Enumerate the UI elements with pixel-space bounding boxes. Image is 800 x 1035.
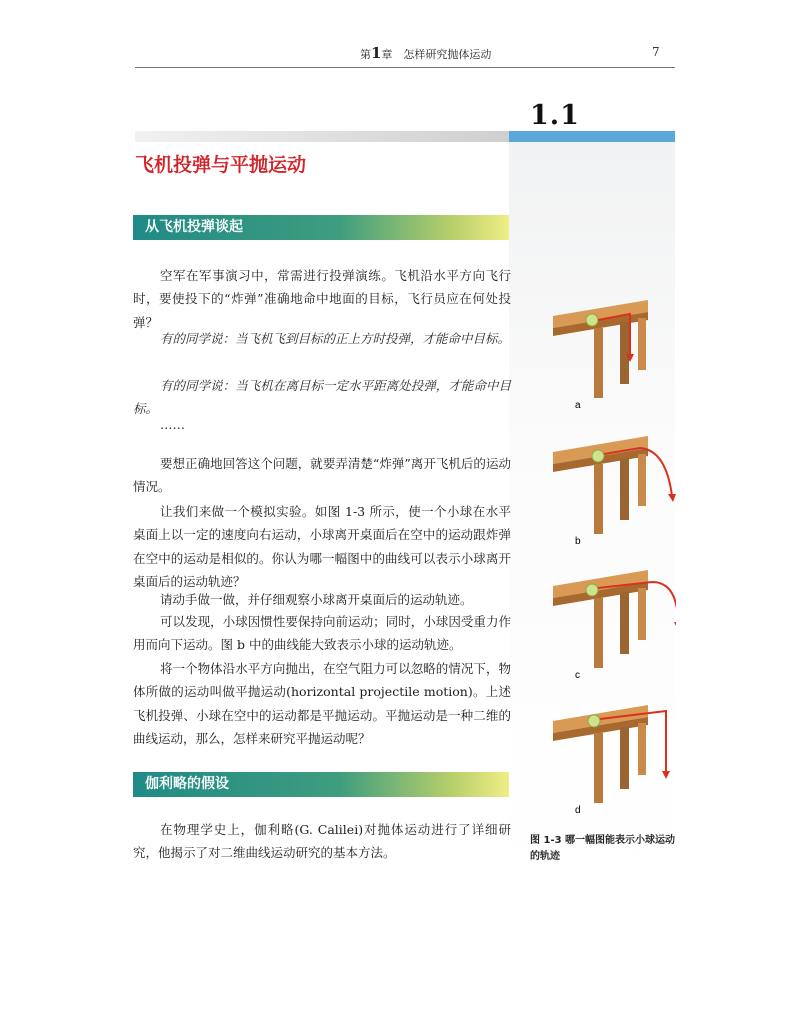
figure-caption <box>530 833 680 865</box>
table-leg <box>594 328 603 398</box>
paragraph: 要想正确地回答这个问题，就要弄清楚“炸弹”离开飞机后的运动情况。 <box>133 456 511 495</box>
figure-panel-c <box>548 568 676 680</box>
chapter-number: 1 <box>371 44 382 62</box>
table-leg <box>620 322 629 384</box>
table-leg <box>638 723 646 775</box>
caption-text: 哪一幅图能表示小球运动的轨迹 <box>530 835 676 862</box>
table-leg <box>638 318 646 370</box>
arrow-head <box>668 494 676 502</box>
paragraph: 可以发现，小球因惯性要保持向前运动；同时，小球因受重力作用而向下运动。图 b 中的曲线能大致表示小球的运动轨迹。 <box>133 614 511 653</box>
chapter-title: 章 怎样研究抛体运动 <box>381 48 492 61</box>
panel-label-c: c <box>575 670 580 680</box>
chapter-prefix: 第 <box>360 48 371 61</box>
figure-panel-a <box>548 298 676 410</box>
paragraph-opinion: 有的同学说：当飞机在离目标一定水平距离处投弹，才能命中目标。 <box>133 378 511 417</box>
table-leg <box>638 588 646 640</box>
subsection-heading: 伽利略的假设 <box>133 772 509 797</box>
table-leg <box>620 458 629 520</box>
panel-label-b: b <box>575 536 581 546</box>
section-number: 1.1 <box>530 100 580 131</box>
page-number: 7 <box>652 45 660 59</box>
table-leg <box>638 454 646 506</box>
subsection-heading: 从飞机投弹谈起 <box>133 215 509 240</box>
panel-label-d: d <box>575 805 581 815</box>
panel-label-a: a <box>575 400 581 410</box>
paragraph: 空军在军事演习中，常需进行投弹演练。飞机沿水平方向飞行时，要使投下的“炸弹”准确地命中地面的目标，飞行员应在何处投弹？ <box>133 268 511 330</box>
ball <box>586 584 598 596</box>
table-leg <box>594 733 603 803</box>
arrow-head <box>662 771 670 779</box>
section-bar-accent <box>509 131 675 142</box>
section-title: 飞机投弹与平抛运动 <box>135 154 307 176</box>
paragraph: 在物理学史上，伽利略(G. Calilei)对抛体运动进行了详细研究，他揭示了对二维曲线运动研究的基本方法。 <box>133 822 511 861</box>
figure-panel-d <box>548 703 676 815</box>
header-divider <box>135 67 675 68</box>
paragraph: 让我们来做一个模拟实验。如图 1-3 所示，使一个小球在水平桌面上以一定的速度向右运动，小球离开桌面后在空中的运动跟炸弹在空中的运动是相似的。你认为哪一幅图中的曲线可以表示小球离开桌面后的运动轨迹？ <box>133 504 511 589</box>
ellipsis: …… <box>160 417 185 432</box>
arrow-head <box>674 622 676 630</box>
running-head <box>360 44 570 62</box>
caption-number: 图 1-3 <box>530 835 562 846</box>
paragraph-definition: 将一个物体沿水平方向抛出，在空气阻力可以忽略的情况下，物体所做的运动叫做平抛运动(horizontal projectile motion)。上述飞机投弹、小球在空中的运动都是平抛运动。平抛运动是一种二维的曲线运动，那么，怎样来研究平抛运动呢？ <box>133 661 511 746</box>
figure-panel-b <box>548 434 676 546</box>
ball <box>588 715 600 727</box>
table-leg <box>620 592 629 654</box>
paragraph: 请动手做一做，并仔细观察小球离开桌面后的运动轨迹。 <box>160 592 473 607</box>
section-bar <box>135 131 509 142</box>
paragraph-opinion: 有的同学说：当飞机飞到目标的正上方时投弹，才能命中目标。 <box>160 331 511 346</box>
table-leg <box>620 727 629 789</box>
table-leg <box>594 464 603 534</box>
ball <box>586 314 598 326</box>
ball <box>592 450 604 462</box>
table-leg <box>594 598 603 668</box>
